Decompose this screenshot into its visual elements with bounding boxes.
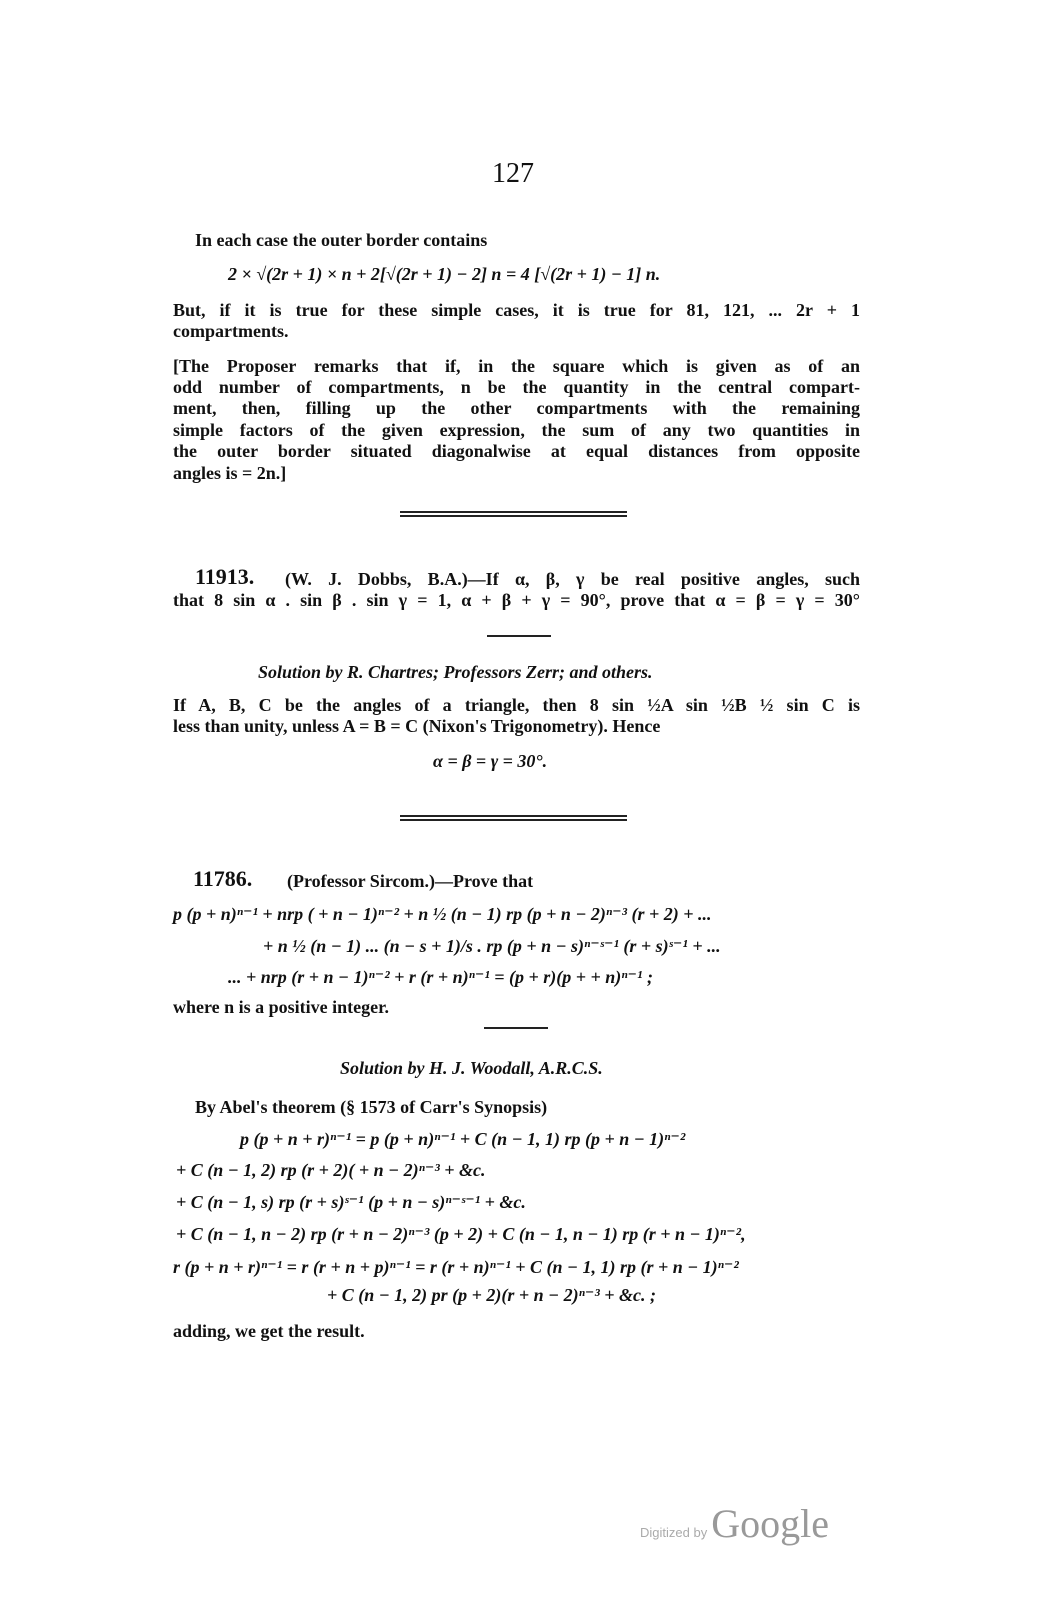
text-line: the outer border situated diagonalwise at equal distances from opposite [173,441,860,461]
text-line: compartments. [173,321,289,341]
equation: r (p + n + r)ⁿ⁻¹ = r (r + n + p)ⁿ⁻¹ = r (r + n)ⁿ⁻¹ + C (n − 1, 1) rp (r + n − 1)ⁿ⁻² [173,1257,739,1277]
text-line: (W. J. Dobbs, B.A.)—If α, β, γ be real positive angles, such [285,569,860,589]
text-line: adding, we get the result. [173,1321,365,1341]
equation: α = β = γ = 30°. [433,751,548,771]
text-line: that 8 sin α . sin β . sin γ = 1, α + β + γ = 90°, prove that α = β = γ = 30° [173,590,860,610]
question-number: 11913. [195,564,255,589]
equation: p (p + n + r)ⁿ⁻¹ = p (p + n)ⁿ⁻¹ + C (n − 1, 1) rp (p + n − 1)ⁿ⁻² [240,1129,686,1149]
equation: p (p + n)ⁿ⁻¹ + nrp ( + n − 1)ⁿ⁻² + n ½ (n − 1) rp (p + n − 2)ⁿ⁻³ (r + 2) + ... [173,904,712,924]
google-watermark [640,1500,829,1547]
text-line: (Professor Sircom.)—Prove that [287,871,534,891]
equation: + n ½ (n − 1) ... (n − s + 1)/s . rp (p + n − s)ⁿ⁻ˢ⁻¹ (r + s)ˢ⁻¹ + ... [263,936,721,956]
text-line: where n is a positive integer. [173,997,389,1017]
google-logo: Google [711,1501,829,1546]
equation: + C (n − 1, 2) rp (r + 2)( + n − 2)ⁿ⁻³ + &c. [176,1160,486,1180]
equation: ... + nrp (r + n − 1)ⁿ⁻² + r (r + n)ⁿ⁻¹ = (p + r)(p + + n)ⁿ⁻¹ ; [228,967,653,987]
question-number: 11786. [193,866,253,891]
text-line: less than unity, unless A = B = C (Nixon's Trigonometry). Hence [173,716,661,736]
equation: + C (n − 1, n − 2) rp (r + n − 2)ⁿ⁻³ (p + 2) + C (n − 1, n − 1) rp (r + n − 1)ⁿ⁻², [176,1224,746,1244]
equation: + C (n − 1, 2) pr (p + 2)(r + n − 2)ⁿ⁻³ + &c. ; [327,1285,656,1305]
equation: 2 × √(2r + 1) × n + 2[√(2r + 1) − 2] n = 4 [√(2r + 1) − 1] n. [228,264,661,284]
section-divider [400,511,627,517]
divider [484,1027,548,1029]
solution-heading: Solution by H. J. Woodall, A.R.C.S. [340,1058,603,1078]
solution-heading: Solution by R. Chartres; Professors Zerr; and others. [258,662,653,682]
section-divider [400,815,627,821]
text-line: [The Proposer remarks that if, in the square which is given as of an [173,356,860,376]
text-line: By Abel's theorem (§ 1573 of Carr's Synopsis) [195,1097,548,1117]
text-line: simple factors of the given expression, the sum of any two quantities in [173,420,860,440]
text-line: ment, then, filling up the other compartments with the remaining [173,398,860,418]
page-number: 127 [492,158,534,189]
equation: + C (n − 1, s) rp (r + s)ˢ⁻¹ (p + n − s)ⁿ⁻ˢ⁻¹ + &c. [176,1192,526,1212]
digitized-by-label: Digitized by [640,1525,708,1540]
text-line: angles is = 2n.] [173,463,287,483]
text-line: In each case the outer border contains [195,230,488,250]
divider [487,635,551,637]
text-line: But, if it is true for these simple cases, it is true for 81, 121, ... 2r + 1 [173,300,860,320]
text-line: If A, B, C be the angles of a triangle, then 8 sin ½A sin ½B ½ sin C is [173,695,860,715]
text-line: odd number of compartments, n be the quantity in the central compart- [173,377,860,397]
